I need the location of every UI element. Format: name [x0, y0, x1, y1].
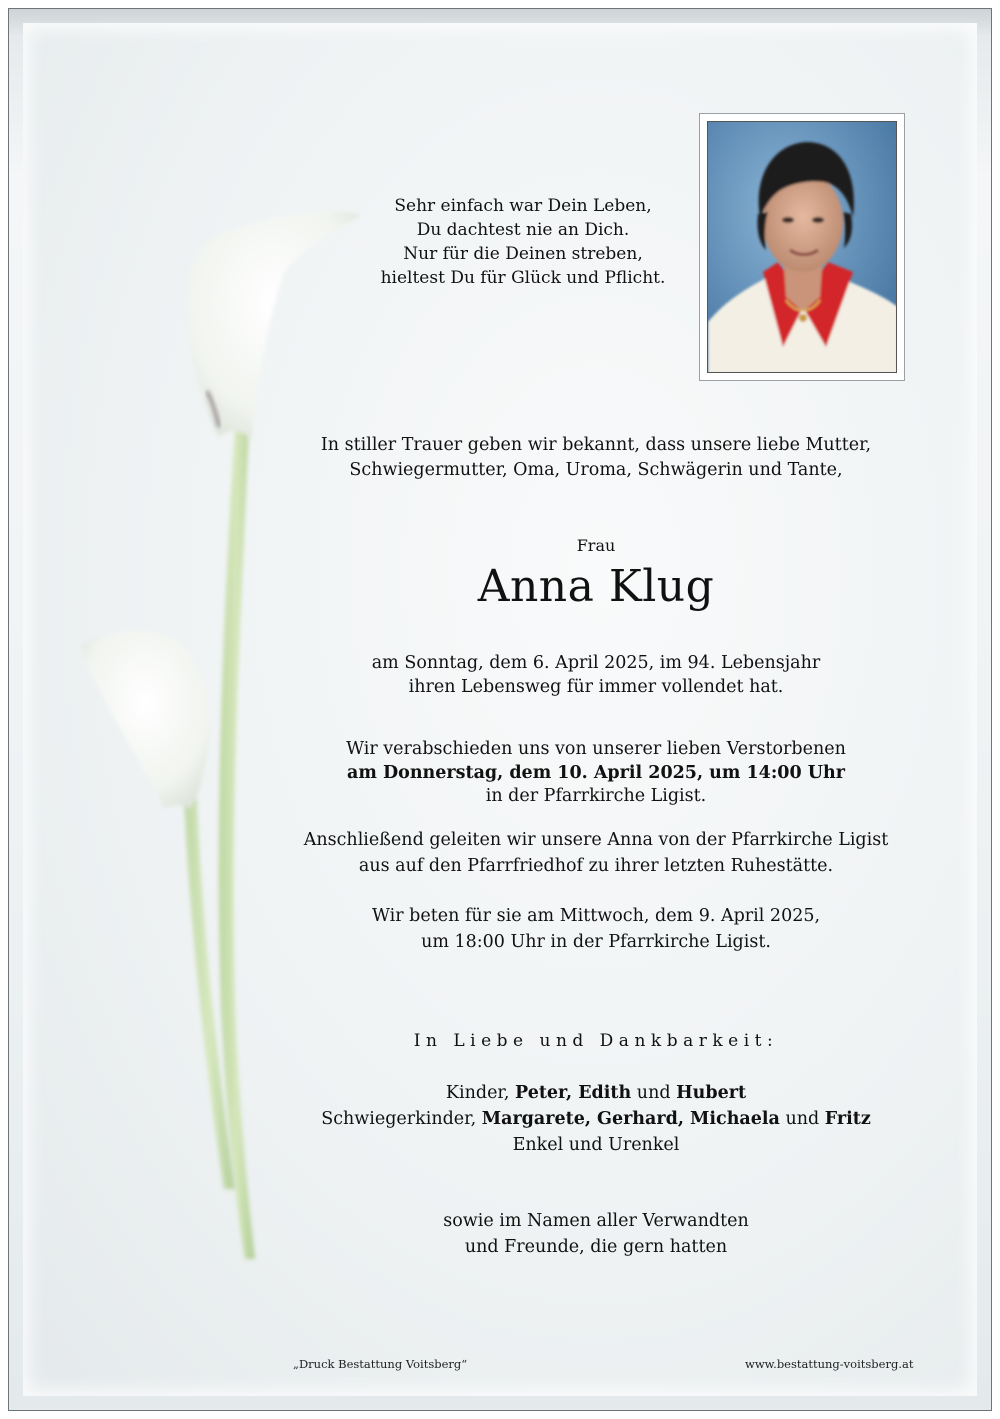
inlaws-names: Margarete, Gerhard, Michaela	[481, 1109, 780, 1129]
children-names: Peter, Edith	[515, 1083, 632, 1103]
announcement	[296, 433, 896, 483]
footer-website: www.bestattung-voitsberg.at	[745, 1357, 914, 1371]
announcement-line-1: In stiller Trauer geben wir bekannt, dass unsere liebe Mutter,	[320, 435, 872, 455]
inlaws-and: und	[785, 1109, 820, 1129]
farewell-notice	[296, 738, 896, 809]
death-line-1: am Sonntag, dem 6. April 2025, im 94. Lebensjahr	[371, 653, 821, 673]
gratitude-heading: In Liebe und Dankbarkeit:	[413, 1031, 779, 1051]
farewell-date: am Donnerstag, dem 10. April 2025, um 14:00 Uhr	[347, 762, 845, 783]
inlaws-prefix: Schwiegerkinder,	[321, 1109, 477, 1129]
salutation: Frau	[576, 536, 616, 555]
poem-line-4: hieltest Du für Glück und Pflicht.	[380, 268, 666, 288]
death-line-2: ihren Lebensweg für immer vollendet hat.	[408, 676, 784, 697]
poem-line-1: Sehr einfach war Dein Leben,	[394, 196, 652, 216]
lower-calla-flower	[81, 631, 210, 809]
prayer-notice	[296, 903, 896, 955]
family-list	[296, 1080, 896, 1158]
burial-line-1: Anschließend geleiten wir unsere Anna von der Pfarrkirche Ligist	[303, 830, 889, 850]
poem-line-2: Du dachtest nie an Dich.	[416, 220, 630, 240]
farewell-line-3: in der Pfarrkirche Ligist.	[485, 786, 707, 806]
children-prefix: Kinder,	[445, 1083, 510, 1103]
relatives-line-2: und Freunde, die gern hatten	[464, 1237, 728, 1257]
poem	[373, 194, 673, 290]
children-last: Hubert	[676, 1083, 747, 1103]
inlaws-last: Fritz	[824, 1109, 871, 1129]
relatives-line-1: sowie im Namen aller Verwandten	[443, 1211, 749, 1231]
portrait-photo	[707, 121, 897, 373]
calla-lily-illustration	[9, 9, 409, 1409]
grandchildren-line: Enkel und Urenkel	[512, 1135, 680, 1155]
obituary-sheet	[8, 8, 992, 1411]
prayer-line-2: um 18:00 Uhr in der Pfarrkirche Ligist.	[421, 932, 771, 952]
burial-line-2: aus auf den Pfarrfriedhof zu ihrer letzten Ruhestätte.	[358, 856, 834, 876]
inlaws-line	[296, 1106, 896, 1132]
farewell-line-1: Wir verabschieden uns von unserer lieben Verstorbenen	[346, 739, 846, 759]
children-line	[296, 1080, 896, 1106]
footer-printer: „Druck Bestattung Voitsberg“	[293, 1357, 468, 1371]
announcement-line-2: Schwiegermutter, Oma, Uroma, Schwägerin und Tante,	[349, 460, 843, 480]
portrait-image	[708, 122, 897, 373]
prayer-line-1: Wir beten für sie am Mittwoch, dem 9. April 2025,	[371, 906, 821, 926]
portrait-frame	[699, 113, 905, 381]
relatives-notice	[296, 1208, 896, 1260]
deceased-name: Anna Klug	[477, 561, 715, 612]
poem-line-3: Nur für die Deinen streben,	[403, 244, 643, 264]
children-and: und	[636, 1083, 671, 1103]
burial-notice	[296, 827, 896, 879]
death-notice	[296, 652, 896, 699]
